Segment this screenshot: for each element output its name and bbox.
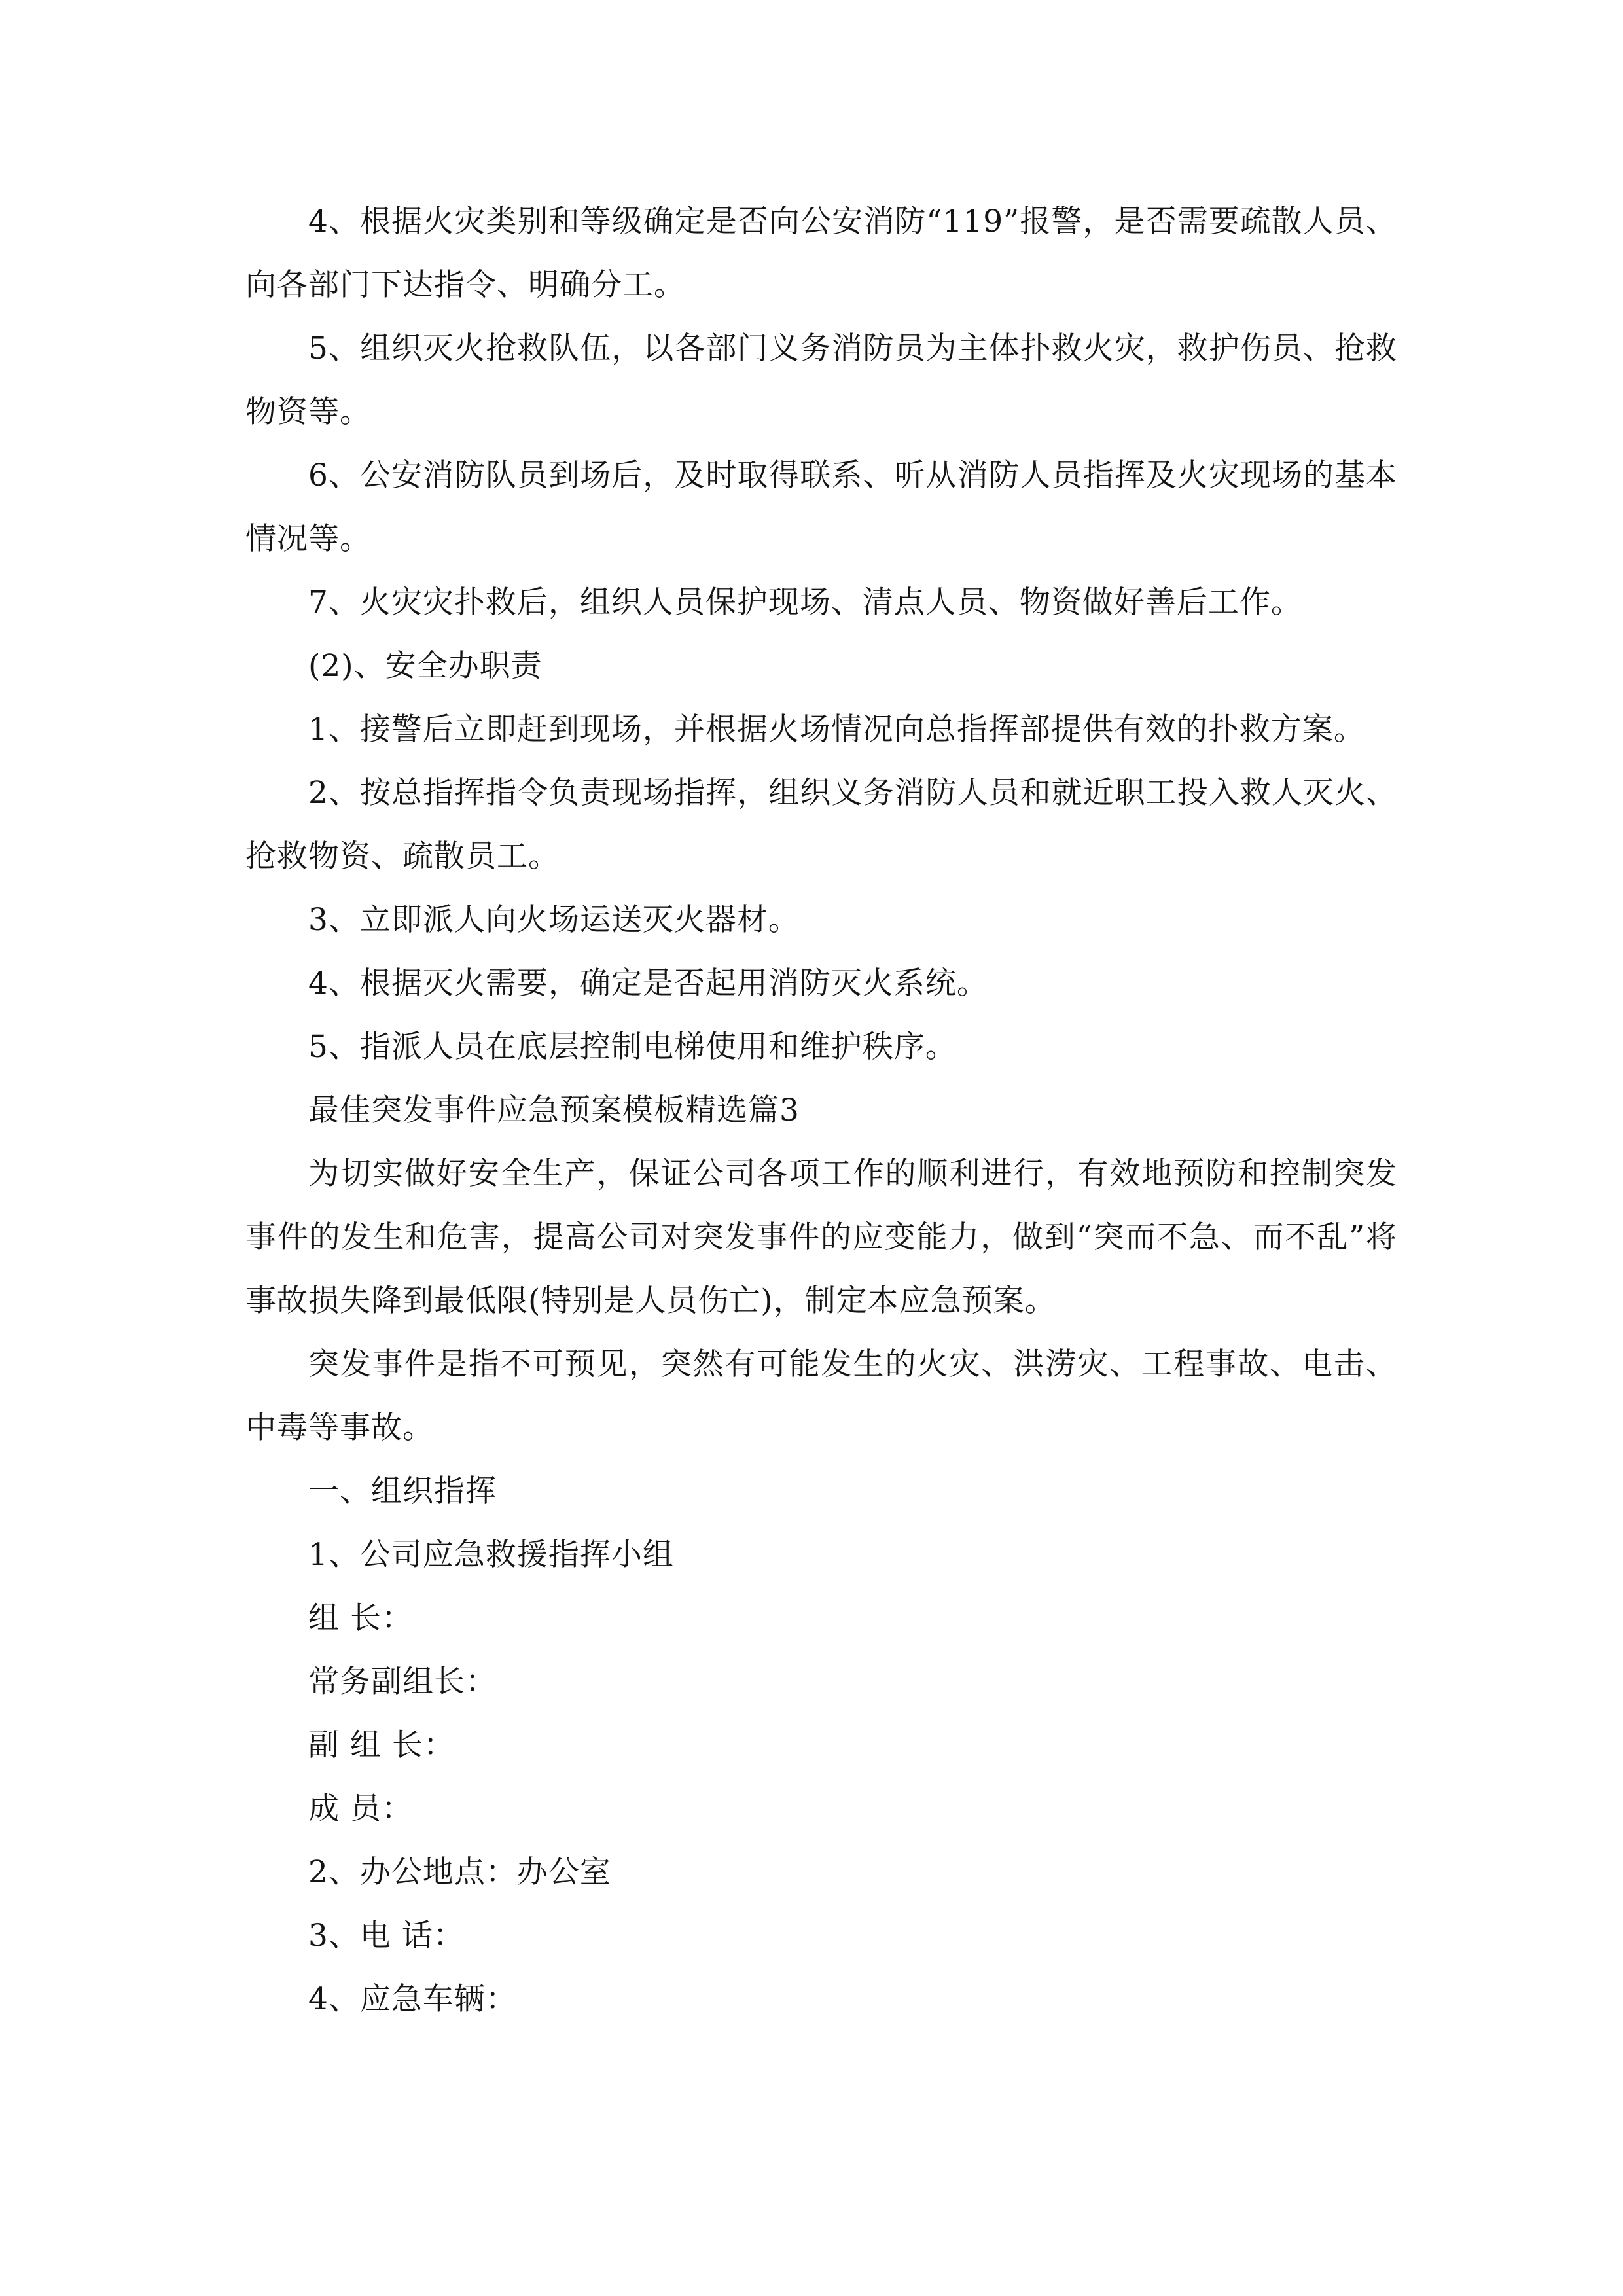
item-members: 成 员： bbox=[308, 1791, 413, 1827]
paragraph-onsite-command: 2、按总指挥指令负责现场指挥，组织义务消防人员和就近职工投入救人灭火、抢救物资、疏散员工。 bbox=[245, 775, 1397, 874]
section-title-template-3: 最佳突发事件应急预案模板精选篇3 bbox=[308, 1092, 800, 1128]
paragraph-fire-system: 4、根据灭火需要，确定是否起用消防灭火系统。 bbox=[308, 965, 988, 1001]
paragraph-organize-firefighting: 5、组织灭火抢救队伍，以各部门义务消防员为主体扑救火灾，救护伤员、抢救物资等。 bbox=[245, 331, 1397, 430]
paragraph-purpose: 为切实做好安全生产，保证公司各项工作的顺利进行，有效地预防和控制突发事件的发生和危害，提高公司对突发事件的应变能力，做到“突而不急、而不乱”将事故损失降到最低限(特别是人员伤亡)，制定本应急预案。 bbox=[245, 1156, 1397, 1319]
item-group-leader: 组 长： bbox=[308, 1600, 413, 1636]
paragraph-elevator-control: 5、指派人员在底层控制电梯使用和维护秩序。 bbox=[308, 1029, 957, 1065]
item-command-group: 1、公司应急救援指挥小组 bbox=[308, 1537, 674, 1573]
document-body bbox=[245, 190, 1397, 2031]
paragraph-contact-fire-brigade: 6、公安消防队员到场后，及时取得联系、听从消防人员指挥及火灾现场的基本情况等。 bbox=[245, 457, 1397, 557]
item-telephone: 3、电 话： bbox=[308, 1918, 465, 1954]
section-heading-safety-office: (2)、安全办职责 bbox=[308, 648, 543, 684]
paragraph-rush-to-scene: 1、接警后立即赶到现场，并根据火场情况向总指挥部提供有效的扑救方案。 bbox=[308, 711, 1365, 747]
heading-organization-command: 一、组织指挥 bbox=[308, 1473, 497, 1509]
item-emergency-vehicle: 4、应急车辆： bbox=[308, 1981, 517, 2017]
item-executive-deputy-leader: 常务副组长： bbox=[308, 1664, 497, 1700]
paragraph-send-equipment: 3、立即派人向火场运送灭火器材。 bbox=[308, 902, 800, 938]
item-office-location: 2、办公地点：办公室 bbox=[308, 1854, 611, 1890]
paragraph-fire-alarm-decision: 4、根据火灾类别和等级确定是否向公安消防“119”报警，是否需要疏散人员、向各部门下达指令、明确分工。 bbox=[245, 204, 1397, 303]
item-deputy-leader: 副 组 长： bbox=[308, 1727, 455, 1763]
paragraph-definition: 突发事件是指不可预见，突然有可能发生的火灾、洪涝灾、工程事故、电击、中毒等事故。 bbox=[245, 1346, 1397, 1446]
paragraph-aftermath: 7、火灾灾扑救后，组织人员保护现场、清点人员、物资做好善后工作。 bbox=[308, 584, 1302, 620]
